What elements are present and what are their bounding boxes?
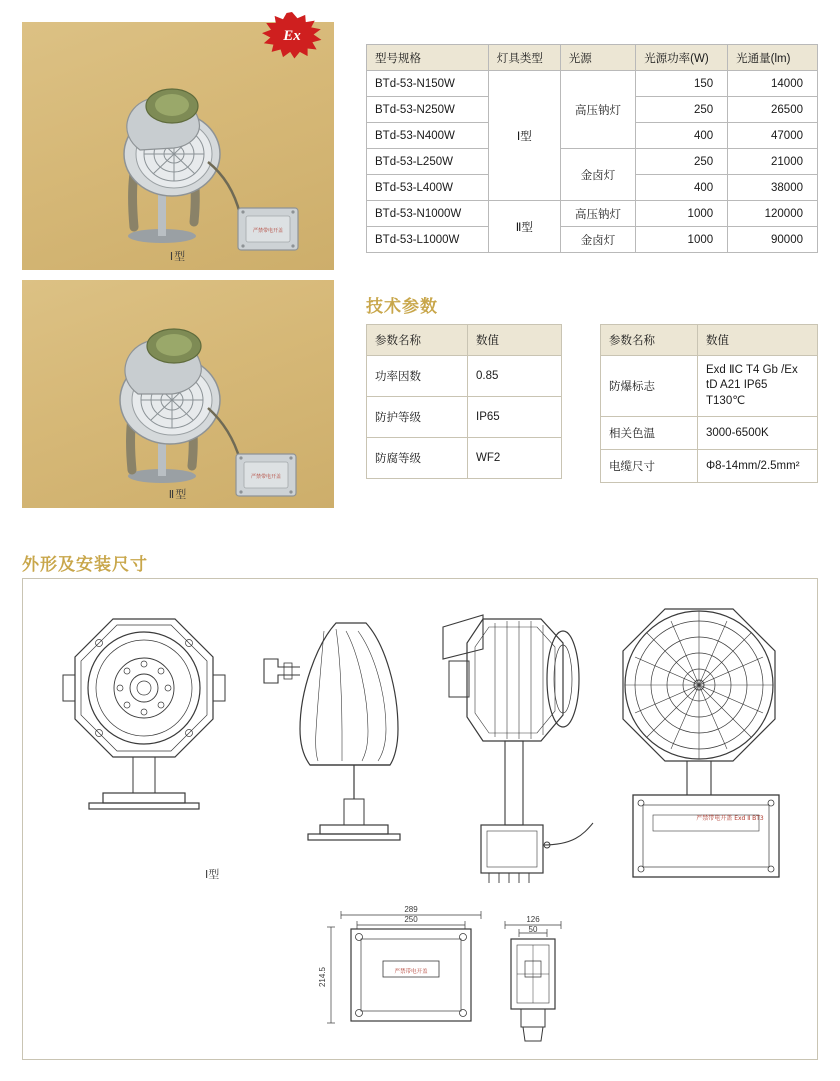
cell-param-name: 防腐等级 — [367, 438, 468, 479]
cell-model: BTd-53-N1000W — [367, 201, 489, 227]
table-header-row — [367, 45, 818, 71]
cell-model: BTd-53-L250W — [367, 149, 489, 175]
cell-flux: 21000 — [728, 149, 818, 175]
box-warning-label: 严禁带电开盖 Exd Ⅱ BT3 — [696, 815, 764, 822]
cell-model: BTd-53-L1000W — [367, 227, 489, 253]
col-param-name: 参数名称 — [601, 325, 698, 356]
dim-width-label: 289 — [404, 905, 418, 914]
tech-section-title: 技术参数 — [366, 297, 438, 316]
dim-depth-inner-label: 50 — [528, 925, 538, 934]
col-param-value: 数值 — [698, 325, 818, 356]
cell-power: 1000 — [636, 227, 728, 253]
svg-text:严禁带电开盖: 严禁带电开盖 — [252, 228, 284, 234]
table-row — [367, 356, 562, 397]
cell-type: Ⅱ型 — [488, 201, 560, 253]
dim-inner-width-label: 250 — [404, 915, 418, 924]
cell-model: BTd-53-N400W — [367, 123, 489, 149]
floodlight-illustration-2 — [22, 280, 334, 508]
col-source: 光源 — [560, 45, 635, 71]
col-param-name: 参数名称 — [367, 325, 468, 356]
cell-flux: 26500 — [728, 97, 818, 123]
photo-caption — [22, 248, 334, 264]
col-flux: 光通量(lm) — [728, 45, 818, 71]
cell-power: 400 — [636, 175, 728, 201]
small-box-warning-label: 严禁带电开盖 — [394, 969, 428, 975]
table-row — [367, 227, 818, 253]
cell-param-name: 相关色温 — [601, 417, 698, 450]
cell-param-name: 功率因数 — [367, 356, 468, 397]
product-photo-type-2 — [22, 280, 334, 508]
cell-model: BTd-53-N250W — [367, 97, 489, 123]
cell-type: Ⅰ型 — [488, 71, 560, 201]
table-row — [367, 397, 562, 438]
photo-caption — [22, 486, 334, 502]
cell-source: 金卤灯 — [560, 227, 635, 253]
cell-param-value: 3000-6500K — [698, 417, 818, 450]
cell-param-value: WF2 — [468, 438, 562, 479]
cell-param-value: Exd ⅡC T4 Gb /Ex tD A21 IP65 T130℃ — [698, 356, 818, 417]
table-header-row — [601, 325, 818, 356]
table-row — [367, 438, 562, 479]
cell-power: 250 — [636, 149, 728, 175]
dimension-drawing-box — [22, 578, 818, 1060]
table-row — [367, 71, 818, 97]
cell-source: 高压钠灯 — [560, 71, 635, 149]
cell-param-value: IP65 — [468, 397, 562, 438]
product-photo-type-1 — [22, 22, 334, 270]
cell-power: 250 — [636, 97, 728, 123]
photo-caption-text: Ⅱ型 — [168, 489, 188, 501]
dimension-caption — [205, 866, 219, 882]
photo-caption-text: Ⅰ型 — [169, 251, 187, 263]
dimension-drawings — [23, 579, 817, 1059]
dim-depth-label: 126 — [526, 915, 540, 924]
cell-power: 150 — [636, 71, 728, 97]
dimensions-section-title: 外形及安装尺寸 — [22, 555, 148, 574]
col-power: 光源功率(W) — [636, 45, 728, 71]
cell-power: 1000 — [636, 201, 728, 227]
specification-table — [366, 44, 818, 253]
cell-power: 400 — [636, 123, 728, 149]
cell-flux: 90000 — [728, 227, 818, 253]
cell-flux: 14000 — [728, 71, 818, 97]
ex-badge — [262, 12, 322, 60]
table-header-row — [367, 325, 562, 356]
cell-model: BTd-53-N150W — [367, 71, 489, 97]
col-param-value: 数值 — [468, 325, 562, 356]
dimension-caption-text: Ⅰ型 — [205, 869, 220, 881]
table-row — [601, 417, 818, 450]
table-row — [367, 149, 818, 175]
table-row — [601, 450, 818, 483]
cell-model: BTd-53-L400W — [367, 175, 489, 201]
svg-text:严禁带电开盖: 严禁带电开盖 — [250, 474, 282, 480]
cell-param-value: Φ8-14mm/2.5mm² — [698, 450, 818, 483]
cell-flux: 38000 — [728, 175, 818, 201]
cell-flux: 120000 — [728, 201, 818, 227]
table-row — [367, 201, 818, 227]
table-row — [601, 356, 818, 417]
col-model: 型号规格 — [367, 45, 489, 71]
cell-flux: 47000 — [728, 123, 818, 149]
dim-height-label: 214.5 — [318, 966, 327, 988]
tech-param-table-right — [600, 324, 818, 483]
ex-badge-label: Ex — [283, 27, 301, 44]
tech-param-table-left — [366, 324, 562, 479]
cell-param-name: 防护等级 — [367, 397, 468, 438]
cell-param-name: 防爆标志 — [601, 356, 698, 417]
cell-param-name: 电缆尺寸 — [601, 450, 698, 483]
cell-param-value: 0.85 — [468, 356, 562, 397]
col-type: 灯具类型 — [488, 45, 560, 71]
cell-source: 高压钠灯 — [560, 201, 635, 227]
cell-source: 金卤灯 — [560, 149, 635, 201]
